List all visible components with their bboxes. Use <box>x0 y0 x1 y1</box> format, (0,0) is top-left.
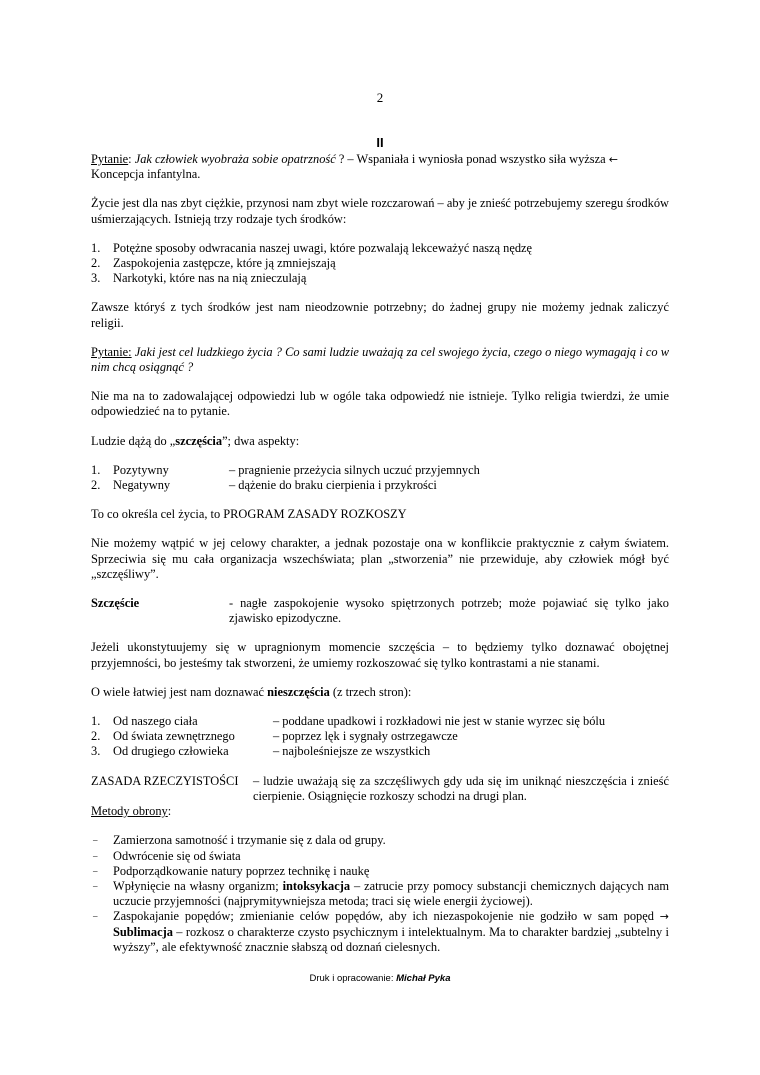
footer-author: Michał Pyka <box>396 973 451 984</box>
text: O wiele łatwiej jest nam doznawać <box>91 684 268 699</box>
list-term: Pozytywny <box>113 462 169 477</box>
dash-bullet-icon: – <box>93 865 98 876</box>
arrow-left-icon: ← <box>608 153 618 166</box>
definition-text: – ludzie uważają się za szczęśliwych gdy uda się im uniknąć nieszczęścia i znieść cierpienie. Osiągnięcie rozkoszy schodzi na drugi plan. <box>253 773 669 803</box>
bold-term: intoksykacja <box>282 878 351 893</box>
paragraph-doubt: Nie możemy wątpić w jej celowy charakter, a jednak pozostaje ona w konflikcie praktycznie z całym światem. Sprzeciwia się mu cała organizacja wszechświata; plan „stworzenia” nie przewiduje, aby człowiek mógł być „szczęśliwy”. <box>91 536 669 581</box>
question-life-goal <box>91 345 669 375</box>
list-text: – najboleśniejsze ze wszystkich <box>273 744 431 759</box>
list-item <box>91 463 669 478</box>
list-item <box>91 729 669 744</box>
list-number: 3. <box>91 744 101 759</box>
question-label: Pytanie <box>91 152 129 166</box>
list-text: – pragnienie przeżycia silnych uczuć przyjemnych <box>229 462 480 477</box>
list-item <box>91 256 669 271</box>
paragraph-answer: Nie ma na to zadowalającej odpowiedzi lub w ogóle taka odpowiedź nie istnieje. Tylko religia twierdzi, że umie odpowiedzieć na to pytanie. <box>91 389 669 419</box>
list-number: 2. <box>91 478 101 493</box>
list-text: Narkotyki, które nas na nią znieczulają <box>113 271 307 286</box>
list-item <box>91 744 669 759</box>
question-colon: : <box>128 152 132 166</box>
definition-text: - nagłe zaspokojenie wysoko spiętrzonych potrzeb; może pojawiać się tylko jako zjawisko epizodyczne. <box>229 596 669 626</box>
definition-term: ZASADA RZECZYISTOŚCI <box>91 773 239 788</box>
text: (z trzech stron): <box>329 684 412 699</box>
bold-term: Sublimacja <box>113 924 173 939</box>
question-text: Jaki jest cel ludzkiego życia ? Co sami ludzie uważają za cel swojego życia, czego o niego wymagają i co w nim chcą osiągnąć ? <box>91 344 669 375</box>
text: ”; dwa aspekty: <box>222 433 300 448</box>
list-text: Odwrócenie się od świata <box>113 848 241 863</box>
list-text: – poddane upadkowi i rozkładowi nie jest w stanie wyrzec się bólu <box>273 714 606 729</box>
definition-term: Szczęście <box>91 596 140 611</box>
list-item <box>91 714 669 729</box>
list-term: Od naszego ciała <box>113 714 198 729</box>
list-number: 1. <box>91 462 101 477</box>
defense-heading <box>91 804 669 819</box>
dash-bullet-icon: – <box>93 911 98 922</box>
means-list <box>91 241 669 287</box>
paragraph-unhappiness <box>91 685 669 700</box>
list-number: 1. <box>91 714 101 729</box>
question-text: Jak człowiek wyobraża sobie opatrzność <box>134 152 336 166</box>
section-number: II <box>376 135 384 150</box>
defense-title: Metody obrony <box>91 804 168 819</box>
bold-term: nieszczęścia <box>267 684 330 699</box>
defense-colon: : <box>167 804 172 819</box>
sources-list <box>91 714 669 760</box>
aspects-list <box>91 463 669 493</box>
list-item <box>91 864 669 879</box>
list-number: 1. <box>91 240 101 255</box>
text: – zatrucie przy pomocy substancji chemicznych dających nam uczucie przyjemności (najprymitywniejsza metoda; traci się wiele energii życiowej). <box>113 878 669 909</box>
page-number: 2 <box>376 90 384 105</box>
defense-list <box>91 833 669 955</box>
text: – rozkosz o charakterze czysto psychicznym i intelektualnym. Ma to charakter bardziej „subtelny i wyższy”, ale efektywność znacznie słabszą od doznań cielesnych. <box>113 924 669 954</box>
arrow-right-icon: → <box>659 910 669 924</box>
paragraph-always: Zawsze któryś z tych środków jest nam nieodzownie potrzebny; do żadnej grupy nie możemy jednak zaliczyć religii. <box>91 300 669 330</box>
list-term: Od świata zewnętrznego <box>113 729 235 744</box>
question-answer: ? – Wspaniała i wyniosła ponad wszystko siła wyższa <box>335 152 609 166</box>
list-number: 3. <box>91 271 101 286</box>
paragraph-program: To co określa cel życia, to PROGRAM ZASADY ROZKOSZY <box>91 507 407 522</box>
list-term: Negatywny <box>113 478 171 493</box>
paragraph-life: Życie jest dla nas zbyt ciężkie, przynosi nam zbyt wiele rozczarowań – aby je znieść potrzebujemy szeregu środków uśmierzających. Istnieją trzy rodzaje tych środków: <box>91 196 669 226</box>
list-text <box>113 879 669 909</box>
reality-principle <box>91 774 669 804</box>
text: Ludzie dążą do „ <box>91 433 176 448</box>
dash-bullet-icon: – <box>93 880 98 891</box>
list-text: Podporządkowanie natury poprzez technikę i naukę <box>113 863 370 878</box>
list-text: Potężne sposoby odwracania naszej uwagi, które pozwalają lekceważyć naszą nędzę <box>113 240 533 255</box>
list-text: – poprzez lęk i sygnały ostrzegawcze <box>273 729 458 744</box>
text: Zaspokajanie popędów; zmienianie celów popędów, aby ich niezaspokojenie nie godziło w sam popęd <box>113 909 660 924</box>
list-term: Od drugiego człowieka <box>113 744 229 759</box>
list-item <box>91 879 669 909</box>
list-item <box>91 849 669 864</box>
list-item <box>91 478 669 493</box>
question-answer-line2: Koncepcja infantylna. <box>91 167 201 182</box>
document-body <box>91 152 669 955</box>
footer-label: Druk i opracowanie: <box>309 973 397 984</box>
definition-happiness <box>91 596 669 626</box>
question-providence <box>91 152 669 182</box>
list-number: 2. <box>91 729 101 744</box>
dash-bullet-icon: – <box>93 850 98 861</box>
list-item <box>91 241 669 256</box>
text: Wpłynięcie na własny organizm; <box>113 878 283 893</box>
paragraph-happiness <box>91 434 669 449</box>
list-text: – dążenie do braku cierpienia i przykrości <box>229 478 437 493</box>
list-text <box>113 909 669 955</box>
list-item <box>91 271 669 286</box>
bold-term: szczęścia <box>175 433 223 448</box>
list-text: Zamierzona samotność i trzymanie się z dala od grupy. <box>113 833 386 848</box>
list-text: Zaspokojenia zastępcze, które ją zmniejszają <box>113 256 336 271</box>
page-footer <box>0 973 760 984</box>
list-number: 2. <box>91 256 101 271</box>
question-label: Pytanie: <box>91 344 132 359</box>
dash-bullet-icon: – <box>93 835 98 846</box>
paragraph-moment: Jeżeli ukonstytuujemy się w upragnionym momencie szczęścia – to będziemy tylko doznawać obojętnej przyjemności, bo jesteśmy tak stworzeni, że umiemy rozkoszować się tylko kontrastami a nie stanami. <box>91 640 669 670</box>
list-item <box>91 833 669 848</box>
list-item <box>91 909 669 955</box>
